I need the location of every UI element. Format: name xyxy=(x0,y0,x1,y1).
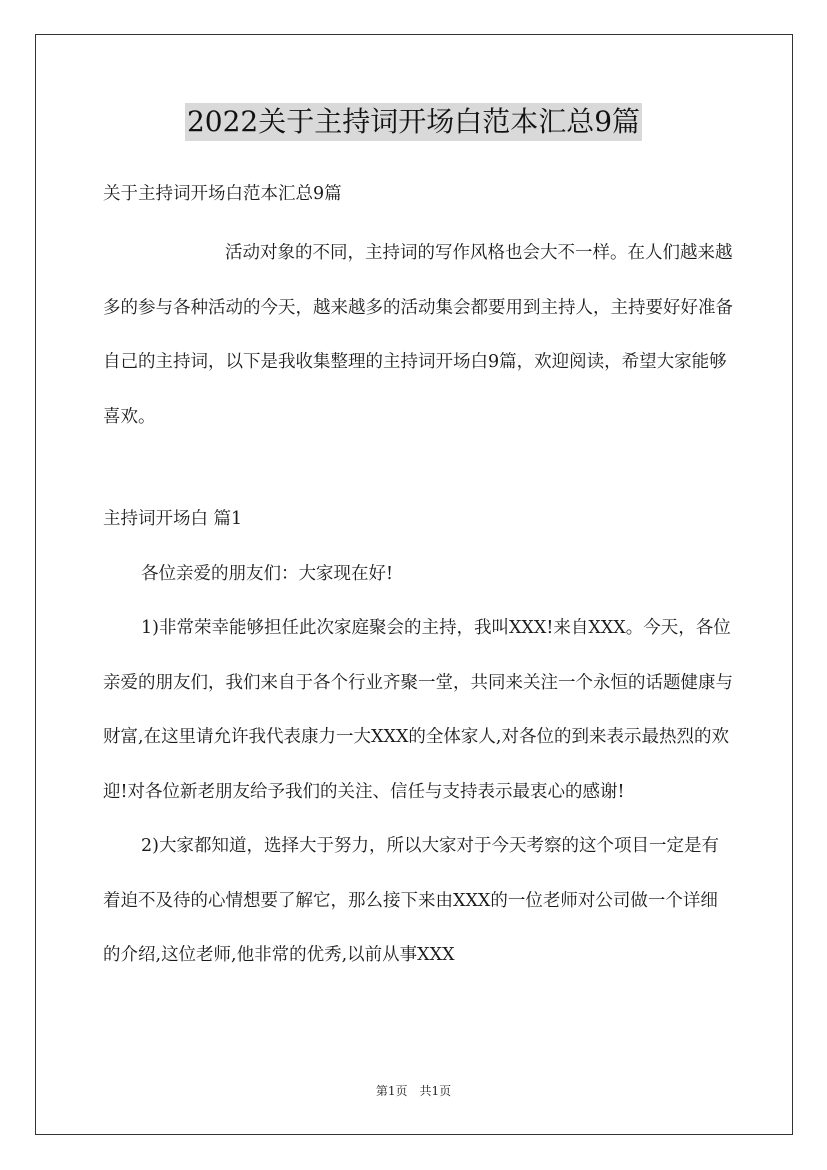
page-footer xyxy=(0,1082,827,1099)
body-paragraph-1: 1)非常荣幸能够担任此次家庭聚会的主持，我叫XXX!来自XXX。今天，各位亲爱的朋友们，我们来自于各个行业齐聚一堂，共同来关注一个永恒的话题健康与财富,在这里请允许我代表康力一大XXX的全体家人,对各位的到来表示最热烈的欢迎!对各位新老朋友给予我们的关注、信任与支持表示最衷心的感谢! xyxy=(103,618,733,802)
document-title-container xyxy=(0,103,827,141)
page-number-total: 共1页 xyxy=(419,1084,452,1098)
document-title: 2022关于主持词开场白范本汇总9篇 xyxy=(185,103,642,141)
intro-paragraph: 活动对象的不同，主持词的写作风格也会大不一样。在人们越来越多的参与各种活动的今天，越来越多的活动集会都要用到主持人，主持要好好准备自己的主持词，以下是我收集整理的主持词开场白9篇，欢迎阅读，希望大家能够喜欢。 xyxy=(103,243,733,427)
document-subtitle: 关于主持词开场白范本汇总9篇 xyxy=(103,184,342,204)
document-body xyxy=(103,172,733,983)
page-number-current: 第1页 xyxy=(375,1084,408,1098)
paragraph-spacer xyxy=(103,444,733,492)
body-paragraph-2: 2)大家都知道，选择大于努力，所以大家对于今天考察的这个项目一定是有着迫不及待的心情想要了解它，那么接下来由XXX的一位老师对公司做一个详细的介绍,这位老师,他非常的优秀,以前从事XXX xyxy=(103,836,719,965)
section-heading: 主持词开场白 篇1 xyxy=(103,509,243,529)
greeting-paragraph: 各位亲爱的朋友们：大家现在好! xyxy=(141,563,394,584)
